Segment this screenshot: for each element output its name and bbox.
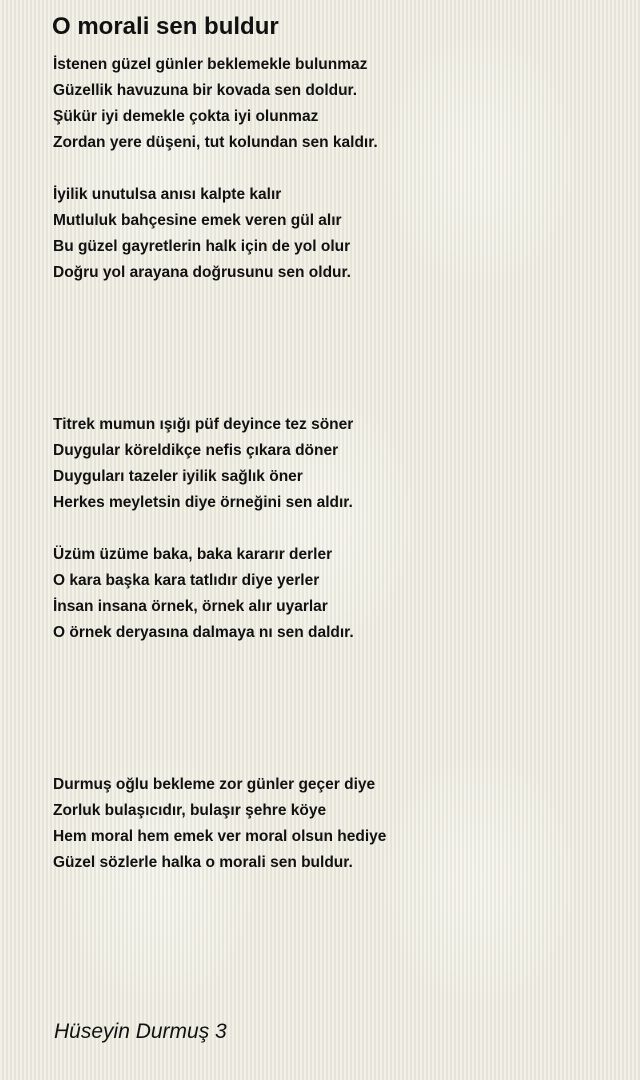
poem-line: O örnek deryasına dalmaya nı sen daldır. (53, 624, 354, 641)
poem-line: Üzüm üzüme baka, baka kararır derler (53, 546, 333, 563)
poem-line: Hem moral hem emek ver moral olsun hediye (53, 828, 387, 845)
poem-line: İnsan insana örnek, örnek alır uyarlar (53, 598, 328, 615)
poem-line: O kara başka kara tatlıdır diye yerler (53, 572, 320, 589)
poem-line: Doğru yol arayana doğrusunu sen oldur. (53, 264, 351, 281)
poem-line: Şükür iyi demekle çokta iyi olunmaz (53, 108, 319, 125)
poem-line: İyilik unutulsa anısı kalpte kalır (53, 186, 282, 203)
poem-line: Durmuş oğlu bekleme zor günler geçer diye (53, 776, 376, 793)
poem-line: Güzel sözlerle halka o morali sen buldur. (53, 854, 353, 871)
stanza-2 (53, 182, 351, 286)
poem-title: O morali sen buldur (52, 13, 279, 40)
poem-line: Duygular köreldikçe nefis çıkara döner (53, 442, 339, 459)
poem-line: Titrek mumun ışığı püf deyince tez söner (53, 416, 354, 433)
poem-line: Herkes meyletsin diye örneğini sen aldır. (53, 494, 353, 511)
stanza-1 (53, 52, 378, 156)
poem-line: Zorluk bulaşıcıdır, bulaşır şehre köye (53, 802, 327, 819)
stanza-3 (53, 412, 353, 516)
stanza-4 (53, 542, 354, 646)
poem-line: Mutluluk bahçesine emek veren gül alır (53, 212, 342, 229)
poem-line: Güzellik havuzuna bir kovada sen doldur. (53, 82, 358, 99)
poem-line: İstenen güzel günler beklemekle bulunmaz (53, 56, 368, 73)
poem-line: Zordan yere düşeni, tut kolundan sen kaldır. (53, 134, 378, 151)
poem-line: Duyguları tazeler iyilik sağlık öner (53, 468, 303, 485)
poem-author: Hüseyin Durmuş 3 (54, 1020, 227, 1043)
stanza-5 (53, 772, 386, 876)
poem-line: Bu güzel gayretlerin halk için de yol olur (53, 238, 351, 255)
